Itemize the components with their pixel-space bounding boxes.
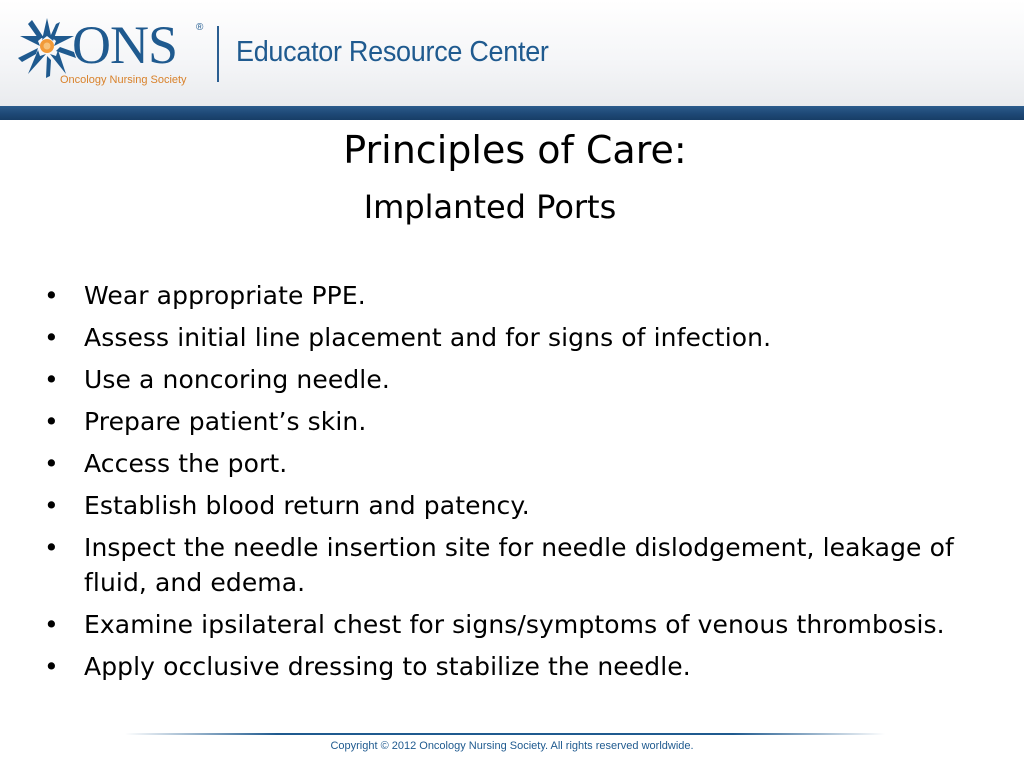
ons-logo-subtitle: Oncology Nursing Society: [60, 74, 187, 86]
bullet-item: [40, 607, 980, 642]
bullet-dot: •: [44, 323, 59, 352]
bullet-dot: •: [44, 610, 59, 639]
bullet-dot: •: [44, 449, 59, 478]
bullet-text: Establish blood return and patency.: [84, 491, 530, 520]
bullet-text: Examine ipsilateral chest for signs/symptoms of venous thrombosis.: [84, 610, 945, 639]
bullet-text: Assess initial line placement and for signs of infection.: [84, 323, 772, 352]
bullet-list: [40, 278, 980, 691]
bullet-dot: •: [44, 365, 59, 394]
slide-title: Principles of Care:: [343, 128, 687, 172]
bullet-text: Use a noncoring needle.: [84, 365, 390, 394]
bullet-item: [40, 530, 980, 600]
footer-rule: [125, 733, 885, 735]
ons-wordmark: ONS: [72, 15, 178, 75]
bullet-item: [40, 404, 980, 439]
header-rule: [0, 106, 1024, 120]
bullet-dot: •: [44, 281, 59, 310]
bullet-item: [40, 362, 980, 397]
bullet-text: Access the port.: [84, 449, 288, 478]
bullet-text: Wear appropriate PPE.: [84, 281, 366, 310]
bullet-dot: •: [44, 407, 59, 436]
header-title: Educator Resource Center: [236, 36, 549, 68]
header-divider: [217, 26, 219, 82]
bullet-item: [40, 446, 980, 481]
bullet-dot: •: [44, 491, 59, 520]
header-banner: [0, 0, 1024, 106]
bullet-text: Inspect the needle insertion site for needle dislodgement, leakage of fluid, and edema.: [84, 533, 954, 597]
bullet-text: Prepare patient’s skin.: [84, 407, 367, 436]
bullet-item: [40, 320, 980, 355]
ons-logo: [14, 14, 214, 94]
bullet-dot: •: [44, 533, 59, 562]
copyright-notice: Copyright © 2012 Oncology Nursing Society. All rights reserved worldwide.: [330, 740, 694, 752]
ons-star-icon: [16, 16, 78, 80]
registered-mark: ®: [196, 22, 204, 33]
slide-subtitle: Implanted Ports: [363, 188, 617, 226]
bullet-text: Apply occlusive dressing to stabilize the needle.: [84, 652, 691, 681]
bullet-item: [40, 649, 980, 684]
bullet-item: [40, 488, 980, 523]
bullet-item: [40, 278, 980, 313]
bullet-dot: •: [44, 652, 59, 681]
